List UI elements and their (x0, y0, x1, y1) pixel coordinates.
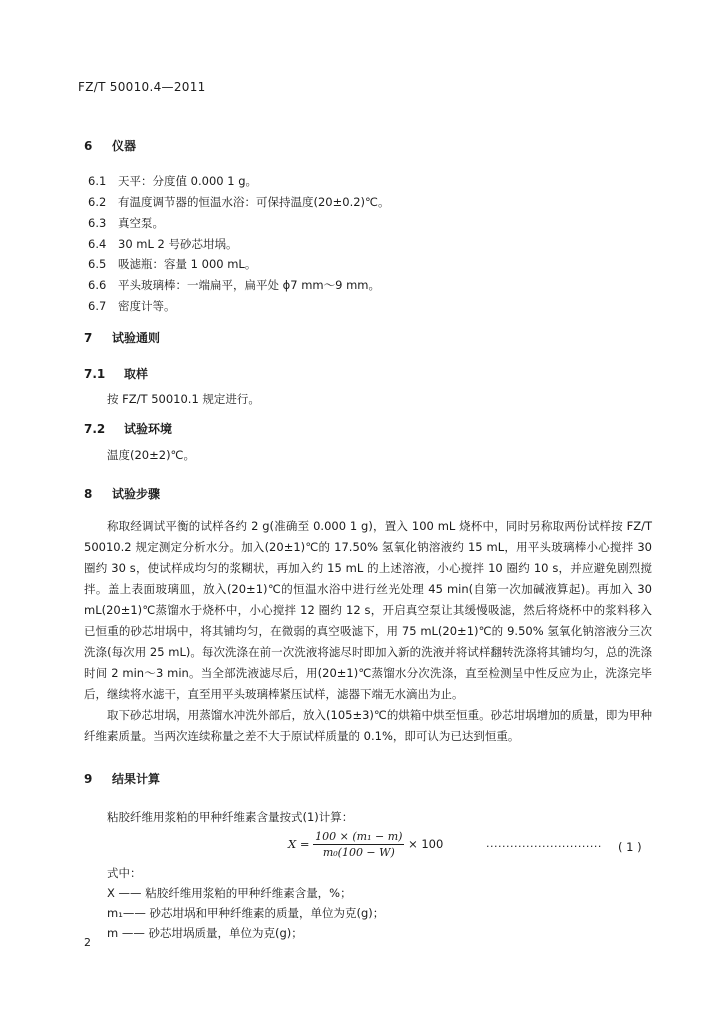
item-text: 有温度调节器的恒温水浴：可保持温度(20±0.2)℃。 (118, 195, 390, 209)
definition-m1: m₁—— 砂芯坩埚和甲种纤维素的质量，单位为克(g)； (107, 906, 385, 920)
item-text: 密度计等。 (118, 299, 176, 313)
section-8-body (84, 516, 652, 747)
section-7-2-title: 试验环境 (124, 422, 173, 436)
item-6-4 (88, 236, 238, 252)
formula-fraction (313, 830, 404, 859)
section-7-2-heading (84, 420, 172, 437)
item-number: 6.6 (88, 278, 107, 292)
formula-where: 式中： (107, 866, 142, 880)
item-6-1 (88, 173, 257, 189)
item-6-6 (88, 277, 380, 293)
section-8-paragraph-1: 称取经调试平衡的试样各约 2 g(准确至 0.000 1 g)，置入 100 mL 烧杯中，同时另称取两份试样按 FZ/T 50010.2 规定测定分析水分。加入(20±1)℃的 17.50% 氢氧化钠溶液约 15 mL，用平头玻璃棒小心搅拌 30 圈约 30 s，使试样成均匀的浆糊状，再加入约 15 mL 的上述溶液，小心搅拌 10 圈约 10 s，并应避免剧烈搅拌。盖上表面玻璃皿，放入(20±1)℃的恒温水浴中进行丝光处理 45 min(自第一次加碱液算起)。再加入 30 mL(20±1)℃蒸馏水于烧杯中，小心搅拌 12 圈约 12 s，开启真空泵让其缓慢吸滤，然后将烧杯中的浆料移入已恒重的砂芯坩埚中，将其铺均匀，在微弱的真空吸滤下，用 75 mL(20±1)℃的 9.50% 氢氧化钠溶液分三次洗涤(每次用 25 mL)。每次洗涤在前一次洗液将滤尽时即加入新的洗液并将试样翻转洗涤将其铺均匀，总的洗涤时间 2 min～3 min。当全部洗液滤尽后，用(20±1)℃蒸馏水分次洗涤，直至检测呈中性反应为止，洗涤完毕后，继续将水滤干，直至用平头玻璃棒紧压试样，滤器下端无水滴出为止。 (84, 519, 652, 701)
item-6-3 (88, 215, 164, 231)
section-7-1-number: 7.1 (84, 367, 106, 381)
section-7-2-text: 温度(20±2)℃。 (107, 448, 195, 462)
section-9-number: 9 (84, 772, 93, 786)
definition-x: X —— 粘胶纤维用浆粕的甲种纤维素含量，%； (107, 886, 352, 900)
section-6-number: 6 (84, 139, 93, 153)
formula-intro: 粘胶纤维用浆粕的甲种纤维素含量按式(1)计算： (107, 810, 354, 824)
item-6-5 (88, 256, 256, 272)
section-7-title: 试验通则 (112, 331, 161, 345)
item-number: 6.1 (88, 174, 107, 188)
standard-header: FZ/T 50010.4—2011 (78, 80, 206, 94)
formula-1 (288, 830, 443, 859)
item-text: 30 mL 2 号砂芯坩埚。 (118, 237, 238, 251)
item-number: 6.4 (88, 237, 107, 251)
item-text: 真空泵。 (118, 216, 164, 230)
item-text: 吸滤瓶：容量 1 000 mL。 (118, 257, 257, 271)
section-8-paragraph-2: 取下砂芯坩埚，用蒸馏水冲洗外部后，放入(105±3)℃的烘箱中烘至恒重。砂芯坩埚增加的质量，即为甲种纤维素质量。当两次连续称量之差不大于原试样质量的 0.1%，即可认为已达到恒重。 (84, 708, 652, 743)
section-8-heading (84, 485, 160, 502)
section-7-1-heading (84, 365, 148, 382)
formula-rhs: × 100 (408, 837, 444, 851)
item-number: 6.3 (88, 216, 107, 230)
item-number: 6.7 (88, 299, 107, 313)
item-text: 天平：分度值 0.000 1 g。 (118, 174, 258, 188)
item-6-2 (88, 194, 389, 210)
section-6-heading (84, 137, 136, 154)
formula-numerator: 100 × (m₁ − m) (315, 830, 403, 843)
section-6-title: 仪器 (112, 139, 137, 153)
page-number: 2 (84, 936, 91, 949)
section-7-1-text: 按 FZ/T 50010.1 规定进行。 (107, 392, 260, 406)
item-number: 6.5 (88, 257, 107, 271)
section-7-heading (84, 329, 160, 346)
section-7-1-title: 取样 (124, 367, 149, 381)
item-text: 平头玻璃棒：一端扁平，扁平处 ϕ7 mm～9 mm。 (118, 278, 380, 292)
formula-leader-dots: ····························· (486, 840, 602, 853)
section-7-number: 7 (84, 331, 93, 345)
item-number: 6.2 (88, 195, 107, 209)
formula-equation-number: ( 1 ) (618, 840, 642, 854)
section-9-title: 结果计算 (112, 772, 161, 786)
section-9-heading (84, 770, 160, 787)
formula-denominator: m₀(100 − W) (322, 846, 395, 859)
definition-m: m —— 砂芯坩埚质量，单位为克(g)； (107, 926, 303, 940)
item-6-7 (88, 298, 176, 314)
formula-lhs: X = (288, 837, 310, 851)
section-8-title: 试验步骤 (112, 487, 161, 501)
section-7-2-number: 7.2 (84, 422, 106, 436)
section-8-number: 8 (84, 487, 93, 501)
